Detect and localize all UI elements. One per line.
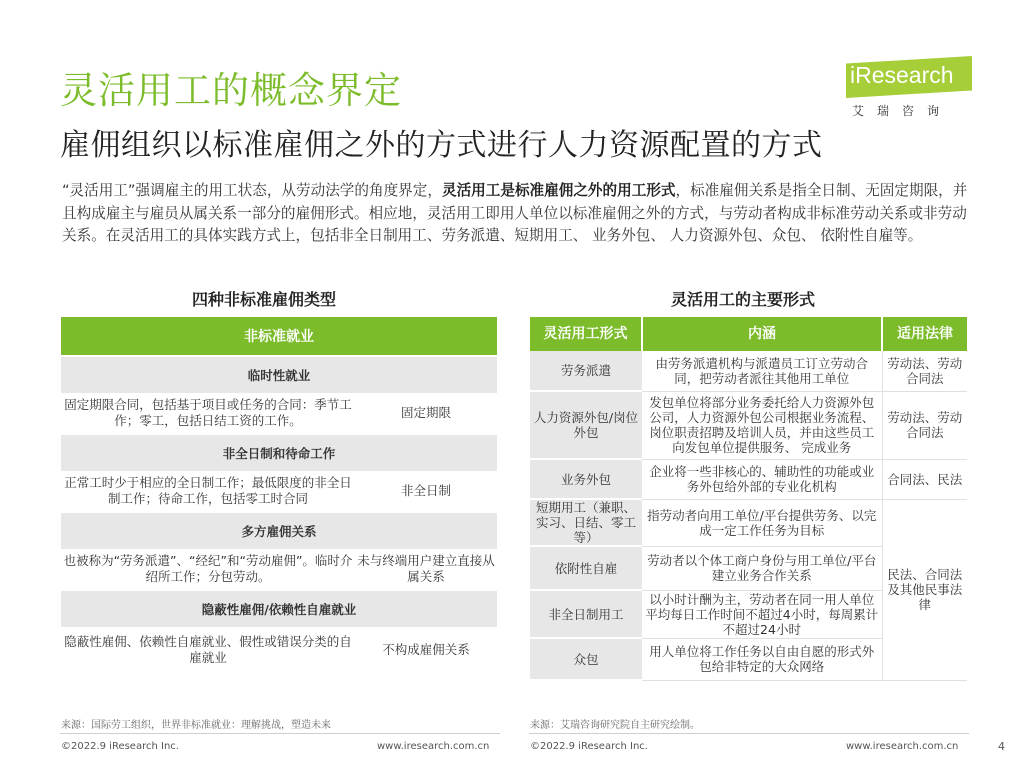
row-description: 固定期限合同，包括基于项目或任务的合同：季节工作；零工，包括日结工资的工作。 (64, 397, 352, 428)
footer-url: www.iresearch.com.cn (377, 741, 490, 752)
table-row (530, 391, 967, 459)
footer-copyright: ©2022.9 iResearch Inc. (530, 741, 648, 752)
form-cell: 业务外包 (530, 459, 642, 499)
nonstandard-employment-table (61, 317, 497, 673)
law-cell: 民法、合同法及其他民事法律 (882, 499, 967, 680)
content-cell: 用人单位将工作任务以自由自愿的形式外包给非特定的大众网络 (642, 638, 882, 680)
intro-paragraph (62, 180, 972, 248)
intro-text-2: ，标准雇佣关系是指全日制、无固定期限，并且构成雇主与雇员从属关系一部分的雇佣形式。相应地，灵活用工即用人单位以标准雇佣之外的方式，与劳动者构成非标准劳动关系或非劳动关系。在灵活用工的具体实践方式上，包括非全日制用工、劳务派遣、短期用工、 业务外包、 人力资源外包、众包、 依附性自雇等。 (62, 182, 968, 244)
logo-text: iResearch (850, 62, 954, 88)
content-cell: 指劳动者向用工单位/平台提供劳务、以完成一定工作任务为目标 (642, 499, 882, 546)
flexible-employment-forms-table (530, 317, 967, 681)
table-row (61, 627, 497, 673)
intro-bold-text: 灵活用工是标准雇佣之外的用工形式 (441, 182, 676, 199)
footer-url: www.iresearch.com.cn (846, 741, 959, 752)
table-header: 非标准就业 (61, 317, 497, 355)
row-description: 隐蔽性雇佣、依赖性自雇就业、假性或错误分类的自雇就业 (64, 634, 352, 665)
intro-text-1: “灵活用工”强调雇主的用工状态，从劳动法学的角度界定， (62, 182, 442, 199)
header-law: 适用法律 (882, 317, 967, 351)
footer-divider (60, 733, 500, 734)
iresearch-logo (846, 56, 972, 120)
content-cell: 企业将一些非核心的、辅助性的功能或业务外包给外部的专业化机构 (642, 459, 882, 499)
table-row (61, 471, 497, 511)
row-description: 也被称为“劳务派遣”、“经纪”和“劳动雇佣”。临时介绍所工作；分包劳动。 (63, 553, 353, 584)
footer-copyright: ©2022.9 iResearch Inc. (61, 741, 179, 752)
law-cell: 劳动法、劳动合同法 (882, 351, 967, 391)
content-cell: 发包单位将部分业务委托给人力资源外包公司，人力资源外包公司根据业务流程、岗位职责招聘及培训人员，并由这些员工向发包单位提供服务、 完成业务 (642, 391, 882, 459)
form-cell: 众包 (530, 638, 642, 680)
left-section-title: 四种非标准雇佣类型 (192, 290, 337, 309)
table-row (61, 549, 497, 589)
law-cell: 劳动法、劳动合同法 (882, 391, 967, 459)
row-type: 固定期限 (400, 405, 451, 420)
page-number: 4 (998, 740, 1005, 753)
logo-subtext: 艾瑞咨询 (852, 104, 953, 118)
right-source-note: 来源：艾瑞咨询研究院自主研究绘制。 (530, 720, 700, 731)
category-row: 多方雇佣关系 (61, 511, 497, 549)
form-cell: 人力资源外包/岗位外包 (530, 391, 642, 459)
category-row: 临时性就业 (61, 355, 497, 393)
row-type: 不构成雇佣关系 (382, 642, 470, 657)
content-cell: 劳动者以个体工商户身份与用工单位/平台建立业务合作关系 (642, 546, 882, 590)
table-header-row (530, 317, 967, 351)
content-cell: 由劳务派遣机构与派遣员工订立劳动合同，把劳动者派往其他用工单位 (642, 351, 882, 391)
table-row (530, 499, 967, 546)
form-cell: 短期用工（兼职、实习、日结、零工等） (530, 499, 642, 546)
page-title: 灵活用工的概念界定 (60, 69, 402, 112)
law-cell: 合同法、民法 (882, 459, 967, 499)
right-section-title: 灵活用工的主要形式 (671, 290, 816, 309)
table-row (530, 351, 967, 391)
page-subtitle: 雇佣组织以标准雇佣之外的方式进行人力资源配置的方式 (60, 128, 823, 163)
header-content: 内涵 (642, 317, 882, 351)
header-form: 灵活用工形式 (530, 317, 642, 351)
left-source-note: 来源：国际劳工组织，世界非标准就业：理解挑战，塑造未来 (61, 720, 331, 731)
form-cell: 非全日制用工 (530, 590, 642, 638)
category-row: 非全日制和待命工作 (61, 433, 497, 471)
table-row (61, 393, 497, 433)
category-row: 隐蔽性雇佣/依赖性自雇就业 (61, 589, 497, 627)
form-cell: 依附性自雇 (530, 546, 642, 590)
row-type: 未与终端用户建立直接从属关系 (357, 553, 495, 584)
row-description: 正常工时少于相应的全日制工作；最低限度的非全日制工作；待命工作，包括零工时合同 (64, 475, 352, 506)
footer-divider (529, 733, 969, 734)
table-row (530, 459, 967, 499)
row-type: 非全日制 (400, 483, 451, 498)
form-cell: 劳务派遣 (530, 351, 642, 391)
content-cell: 以小时计酬为主，劳动者在同一用人单位平均每日工作时间不超过4小时，每周累计不超过24小时 (642, 590, 882, 638)
